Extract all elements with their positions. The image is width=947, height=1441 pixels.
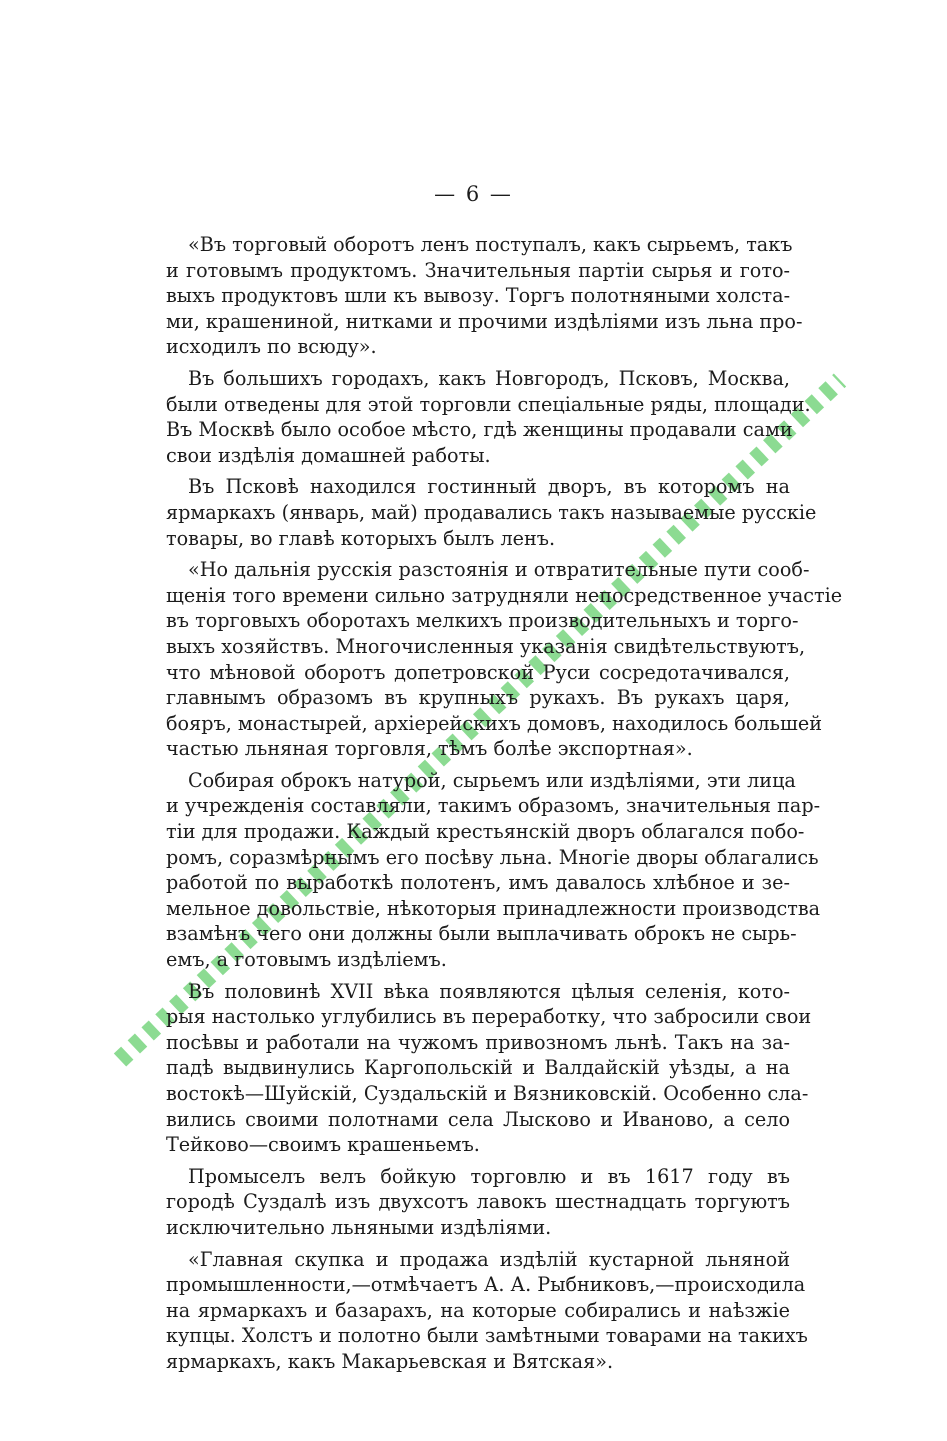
- paragraph-6: [166, 979, 812, 1158]
- paragraph-7: [166, 1164, 790, 1241]
- text-line: «Въ торговый оборотъ ленъ поступалъ, какъ сырьемъ, такъ: [188, 233, 793, 256]
- text-line: и учрежденія составляли, такимъ образомъ, значительныя пар-: [166, 794, 821, 818]
- text-line: востокѣ—Шуйскій, Суздальскій и Вязниковскій. Особенно сла-: [166, 1082, 809, 1105]
- text-line: на ярмаркахъ и базарахъ, на которые собирались и наѣзжіе: [166, 1298, 790, 1322]
- text-line: щенія того времени сильно затрудняли непосредственное участіе: [166, 583, 843, 607]
- text-line: ярмаркахъ (январь, май) продавались такъ называемые русскіе: [166, 500, 817, 524]
- text-line: ярмаркахъ, какъ Макарьевская и Вятская».: [166, 1349, 614, 1373]
- paragraph-3: [166, 474, 817, 551]
- text-line: взамѣнъ чего они должны были выплачивать оброкъ не сырь-: [166, 922, 797, 946]
- text-line: выхъ хозяйствъ. Многочисленныя указанія свидѣтельствуютъ,: [166, 634, 806, 658]
- text-line: Въ Москвѣ было особое мѣсто, гдѣ женщины продавали сами: [166, 418, 793, 442]
- text-line: ромъ, соразмѣрнымъ его посѣву льна. Многіе дворы облагались: [166, 845, 819, 869]
- text-line: бояръ, монастырей, архіерейскихъ домовъ, находилось большей: [166, 711, 822, 735]
- text-line: промышленности,—отмѣчаетъ А. А. Рыбниковъ,—происходила: [166, 1273, 806, 1297]
- text-line: емъ, а готовымъ издѣліемъ.: [166, 948, 447, 972]
- text-line: товары, во главѣ которыхъ былъ ленъ.: [166, 526, 556, 550]
- text-line: тіи для продажи. Каждый крестьянскій дворъ облагался побо-: [166, 820, 805, 844]
- text-line: исключительно льняными издѣліями.: [166, 1215, 552, 1239]
- body-text: [166, 232, 843, 1381]
- text-line: Собирая оброкъ натурой, сырьемъ или издѣліями, эти лица: [188, 768, 796, 792]
- text-line: были отведены для этой торговли спеціальные ряды, площади.: [166, 392, 811, 416]
- text-line: Въ Псковѣ находился гостинный дворъ, въ которомъ на: [188, 475, 790, 499]
- text-line: Въ половинѣ XVII вѣка появляются цѣлыя селенія, кото-: [188, 979, 790, 1003]
- text-line: ми, крашениной, нитками и прочими издѣліями изъ льна про-: [166, 309, 803, 333]
- text-line: исходилъ по всюду».: [166, 335, 377, 359]
- text-line: «Главная скупка и продажа издѣлій кустарной льняной: [188, 1247, 790, 1271]
- text-line: городѣ Суздалѣ изъ двухсотъ лавокъ шестнадцать торгуютъ: [166, 1190, 790, 1214]
- text-line: работой по выработкѣ полотенъ, имъ давалось хлѣбное и зе-: [166, 871, 790, 895]
- page-number: — 6 —: [434, 182, 513, 206]
- paragraph-4: [166, 557, 843, 762]
- paragraph-2: [166, 366, 811, 468]
- text-line: главнымъ образомъ въ крупныхъ рукахъ. Въ рукахъ царя,: [166, 686, 790, 710]
- text-line: Тейково—своимъ крашеньемъ.: [166, 1133, 480, 1157]
- text-line: въ торговыхъ оборотахъ мелкихъ производительныхъ и торго-: [166, 609, 799, 633]
- text-line: купцы. Холстъ и полотно были замѣтными товарами на такихъ: [166, 1324, 808, 1348]
- text-line: «Но дальнія русскія разстоянія и отвратительные пути сооб-: [188, 558, 810, 582]
- text-line: рыя настолько углубились въ переработку, что забросили свои: [166, 1005, 812, 1029]
- paragraph-8: [166, 1247, 808, 1375]
- text-line: вились своими полотнами села Лысково и Иваново, а село: [166, 1107, 790, 1131]
- paragraph-1: [166, 232, 803, 360]
- text-line: свои издѣлія домашней работы.: [166, 443, 491, 467]
- text-line: Промыселъ велъ бойкую торговлю и въ 1617 году въ: [188, 1164, 790, 1188]
- text-line: выхъ продуктовъ шли къ вывозу. Торгъ полотняными холста-: [166, 284, 791, 308]
- text-line: что мѣновой оборотъ допетровской Руси сосредотачивался,: [166, 660, 790, 684]
- text-line: падѣ выдвинулись Каргопольскій и Валдайскій уѣзды, а на: [166, 1056, 790, 1080]
- text-line: частью льняная торговля, тѣмъ болѣе экспортная».: [166, 737, 693, 761]
- text-line: мельное довольствіе, нѣкоторыя принадлежности производства: [166, 896, 821, 920]
- text-line: и готовымъ продуктомъ. Значительныя партіи сырья и гото-: [166, 258, 790, 282]
- text-line: Въ большихъ городахъ, какъ Новгородъ, Псковъ, Москва,: [188, 366, 790, 390]
- text-line: посѣвы и работали на чужомъ привозномъ льнѣ. Такъ на за-: [166, 1030, 790, 1054]
- paragraph-5: [166, 768, 821, 973]
